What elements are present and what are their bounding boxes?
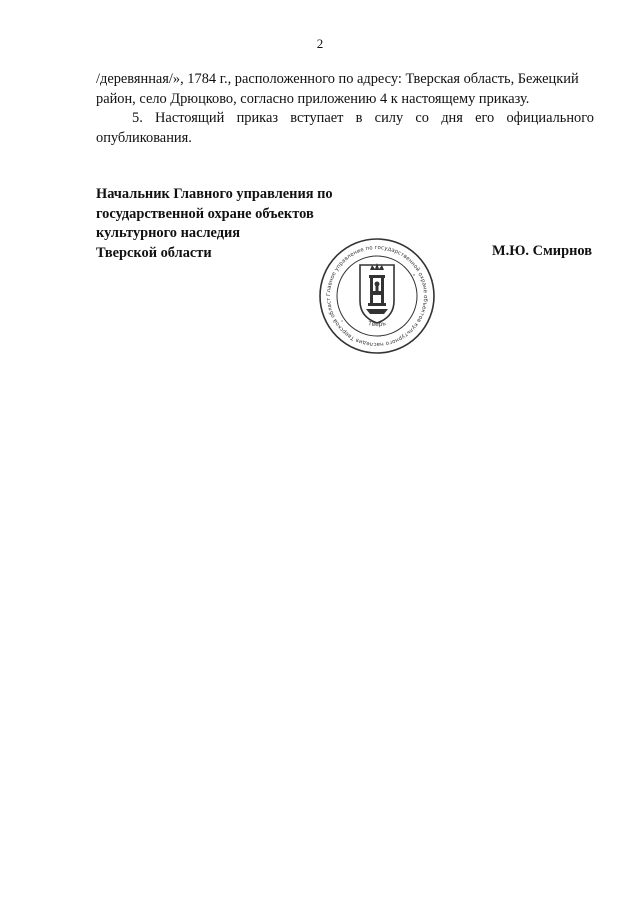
seal-ring-text: Главное управление по государственной охране объектов культурного наследия Тверской област <box>325 244 429 348</box>
paragraph-continuation: /деревянная/», 1784 г., расположенного по адресу: Тверская область, Бежецкий район, село Дрюцково, согласно приложению 4 к настоящему приказу. <box>96 71 579 107</box>
signature-position-line: культурного наследия <box>96 225 241 242</box>
signature-position-line: Начальник Главного управления по <box>96 186 333 202</box>
signature-position-line: государственной охране объектов <box>96 205 314 222</box>
seal-graphic <box>318 237 436 355</box>
signature-position <box>96 185 356 263</box>
signature-position-line: Тверской области <box>96 244 212 261</box>
official-seal-icon <box>318 237 436 355</box>
signer-name: М.Ю. Смирнов <box>492 243 592 259</box>
seal-bottom-text: Тверь <box>367 320 387 329</box>
page-number: 2 <box>316 36 324 51</box>
body-text <box>96 70 594 148</box>
coat-of-arms-icon <box>360 263 394 323</box>
paragraph-5: 5. Настоящий приказ вступает в силу со дня его официального опубликования. <box>96 110 594 146</box>
